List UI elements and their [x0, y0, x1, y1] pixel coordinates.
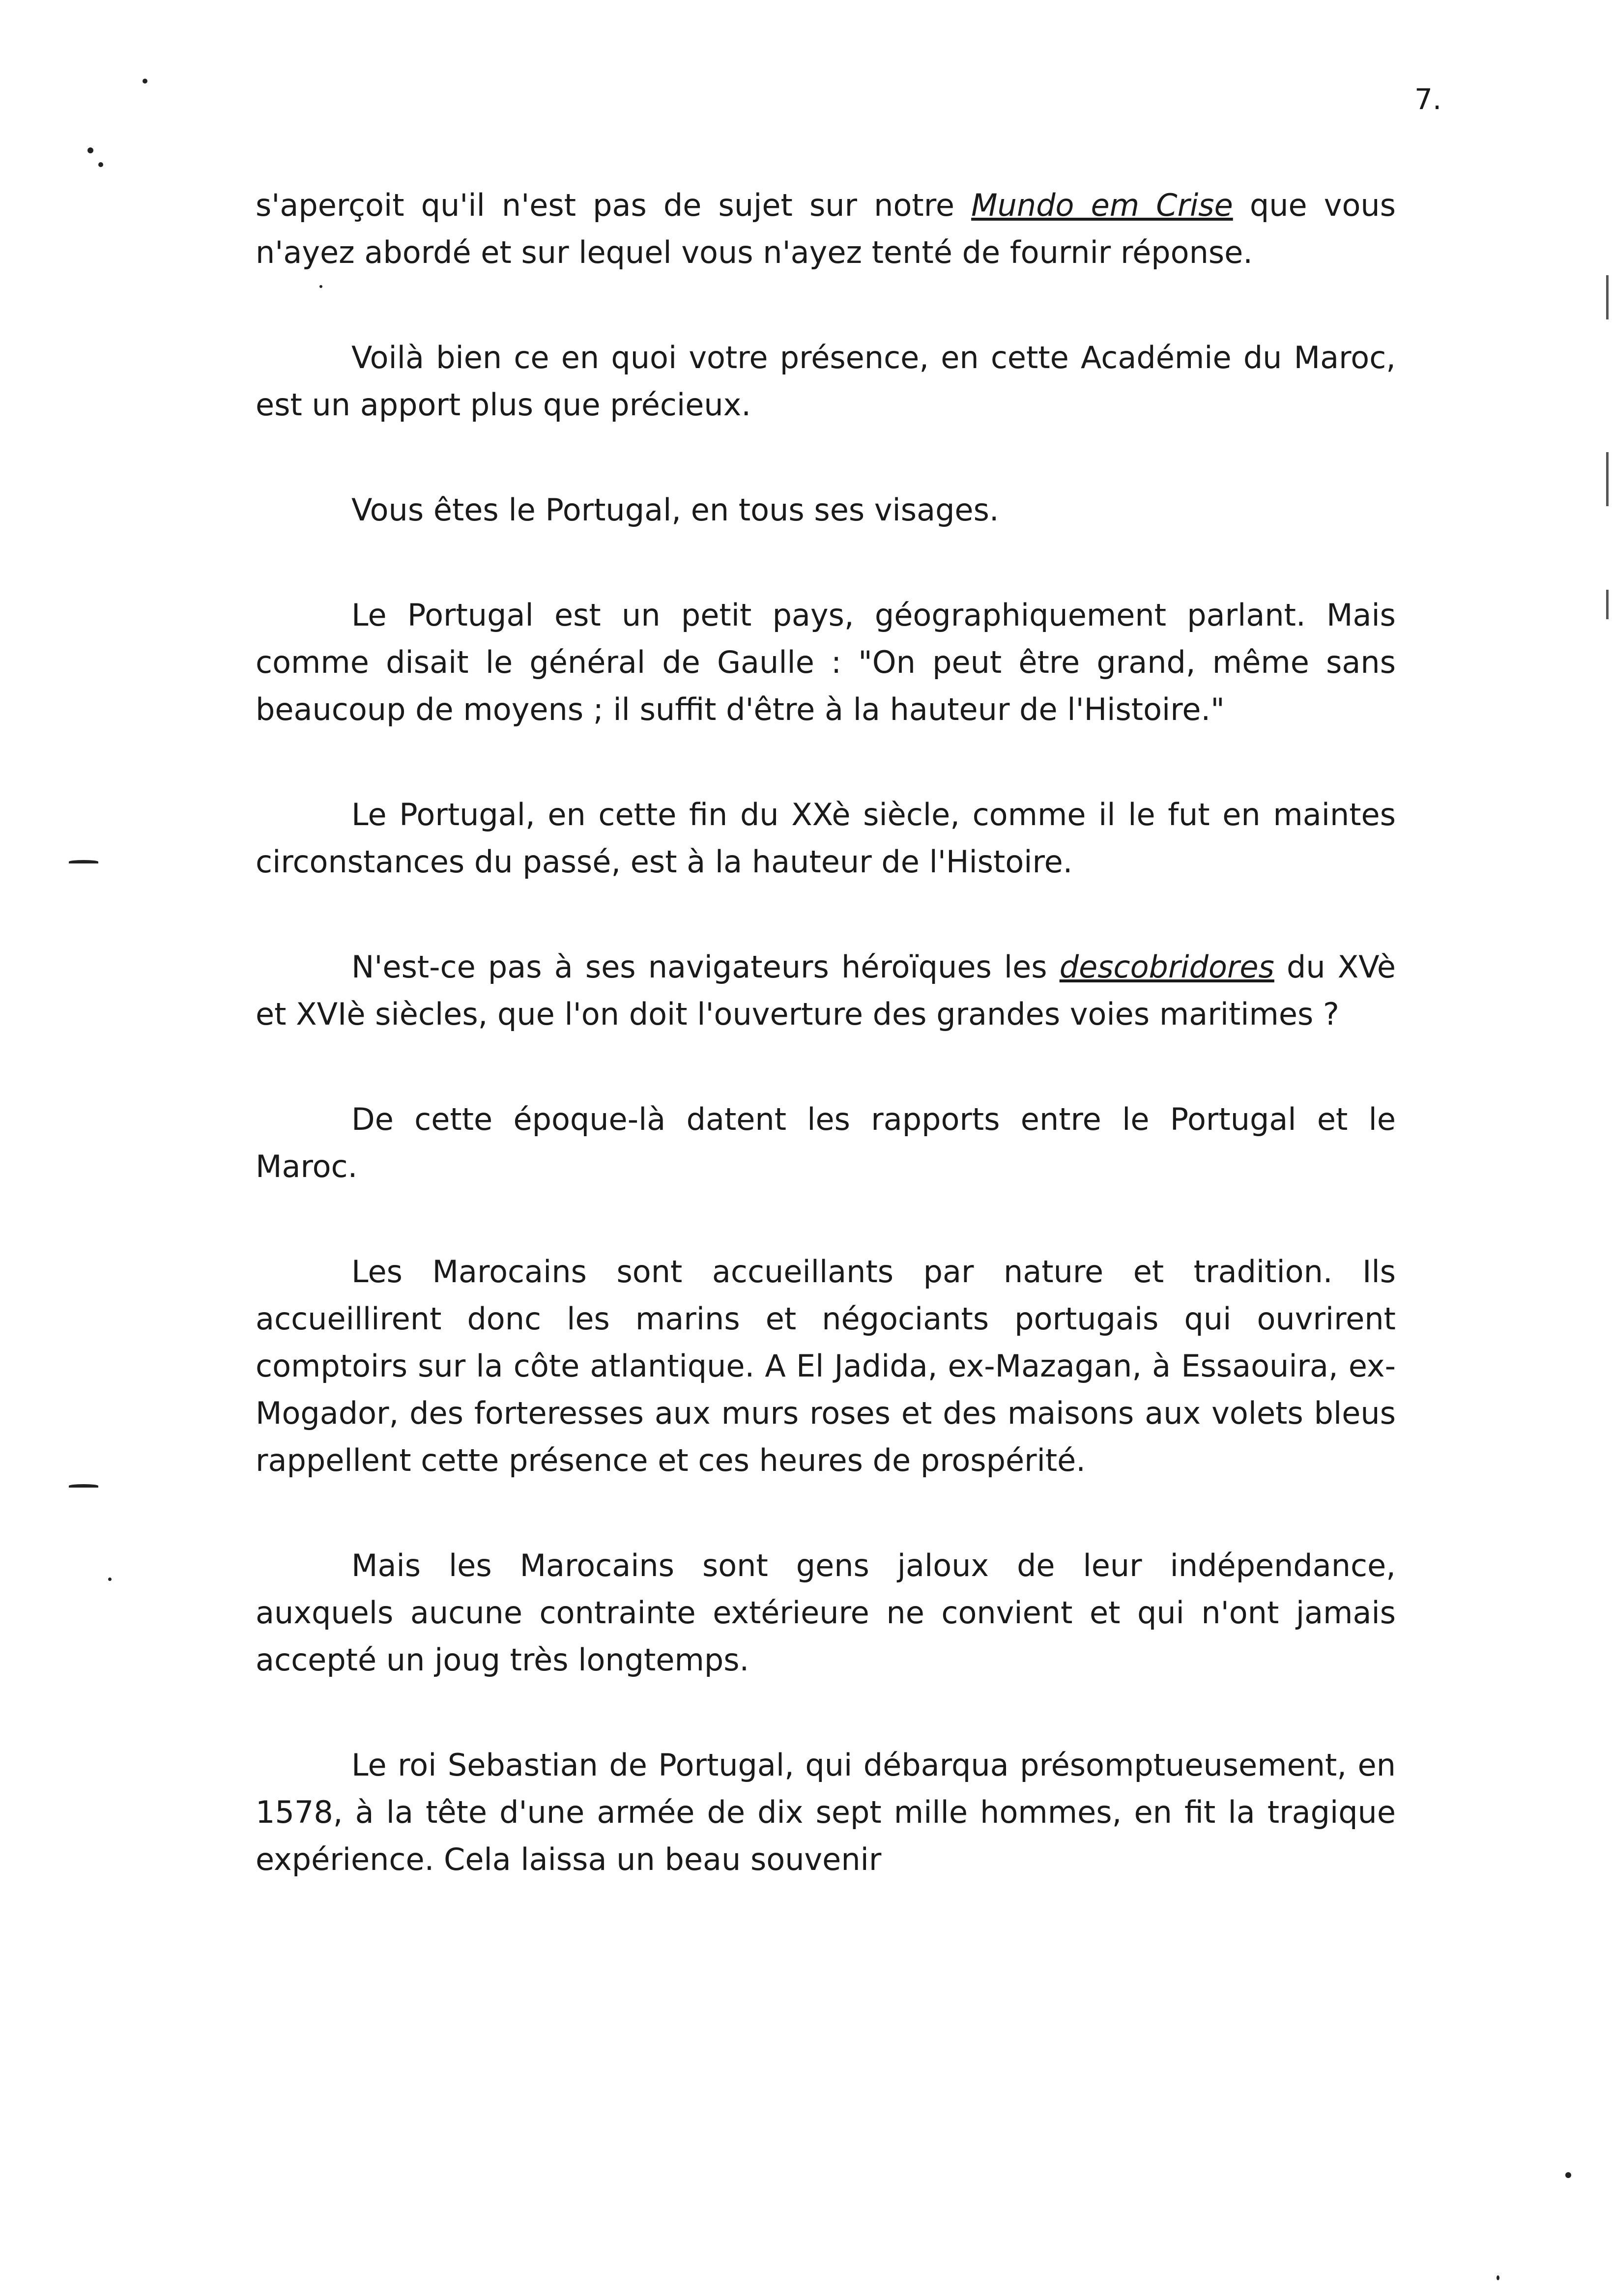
paragraph-3: Vous êtes le Portugal, en tous ses visages. [351, 492, 999, 528]
paragraph-1-before: s'aperçoit qu'il n'est pas de sujet sur notre [256, 187, 972, 223]
paragraph-6-after: du XVè et XVIè siècles, que l'on doit l'ouverture des grandes voies maritimes ? [256, 949, 1396, 1032]
scan-speck [143, 79, 147, 84]
paragraph-10: Le roi Sebastian de Portugal, qui débarqua présomptueusement, en 1578, à la tête d'une armée de dix sept mille hommes, en fit la tragique expérience. Cela laissa un beau souvenir [256, 1747, 1396, 1877]
scan-speck [98, 162, 103, 167]
body-text [256, 182, 1396, 1883]
scan-speck [87, 147, 93, 153]
paragraph-6-before: N'est-ce pas à ses navigateurs héroïques les [351, 949, 1060, 985]
paragraph-6 [256, 944, 1396, 1038]
page-number: 7. [1414, 83, 1442, 116]
scan-mark [69, 860, 98, 863]
scan-speck [1565, 2172, 1571, 2178]
scan-speck [1497, 2275, 1499, 2280]
paragraph-5: Le Portugal, en cette fin du XXè siècle, comme il le fut en maintes circonstances du passé, est à la hauteur de l'Histoire. [256, 797, 1396, 880]
paragraph-1 [256, 182, 1396, 276]
scan-speck [108, 1578, 112, 1581]
scan-edge-line [1606, 275, 1609, 319]
descobridores-term: descobridores [1059, 949, 1274, 985]
scan-mark [69, 1484, 98, 1488]
paragraph-9: Mais les Marocains sont gens jaloux de leur indépendance, auxquels aucune contrainte extérieure ne convient et qui n'ont jamais accepté un joug très longtemps. [256, 1548, 1396, 1678]
paragraph-4: Le Portugal est un petit pays, géographiquement parlant. Mais comme disait le général de Gaulle : "On peut être grand, même sans beaucoup de moyens ; il suffit d'être à la hauteur de l'Histoire." [256, 597, 1396, 727]
scan-edge-line [1606, 590, 1609, 619]
scan-speck [319, 285, 322, 288]
paragraph-8: Les Marocains sont accueillants par nature et tradition. Ils accueillirent donc les marins et négociants portugais qui ouvrirent comptoirs sur la côte atlantique. A El Jadida, ex-Mazagan, à Essaouira, ex-Mogador, des forteresses aux murs roses et des maisons aux volets bleus rappellent cette présence et ces heures de prospérité. [256, 1254, 1396, 1478]
paragraph-7: De cette époque-là datent les rapports entre le Portugal et le Maroc. [256, 1101, 1396, 1184]
paragraph-2: Voilà bien ce en quoi votre présence, en cette Académie du Maroc, est un apport plus que précieux. [256, 340, 1396, 423]
mundo-em-crise-title: Mundo em Crise [971, 187, 1233, 223]
paragraph-1-after: que vous n'ayez abordé et sur lequel vous n'ayez tenté de fournir réponse. [256, 187, 1396, 270]
scan-edge-line [1606, 452, 1609, 506]
